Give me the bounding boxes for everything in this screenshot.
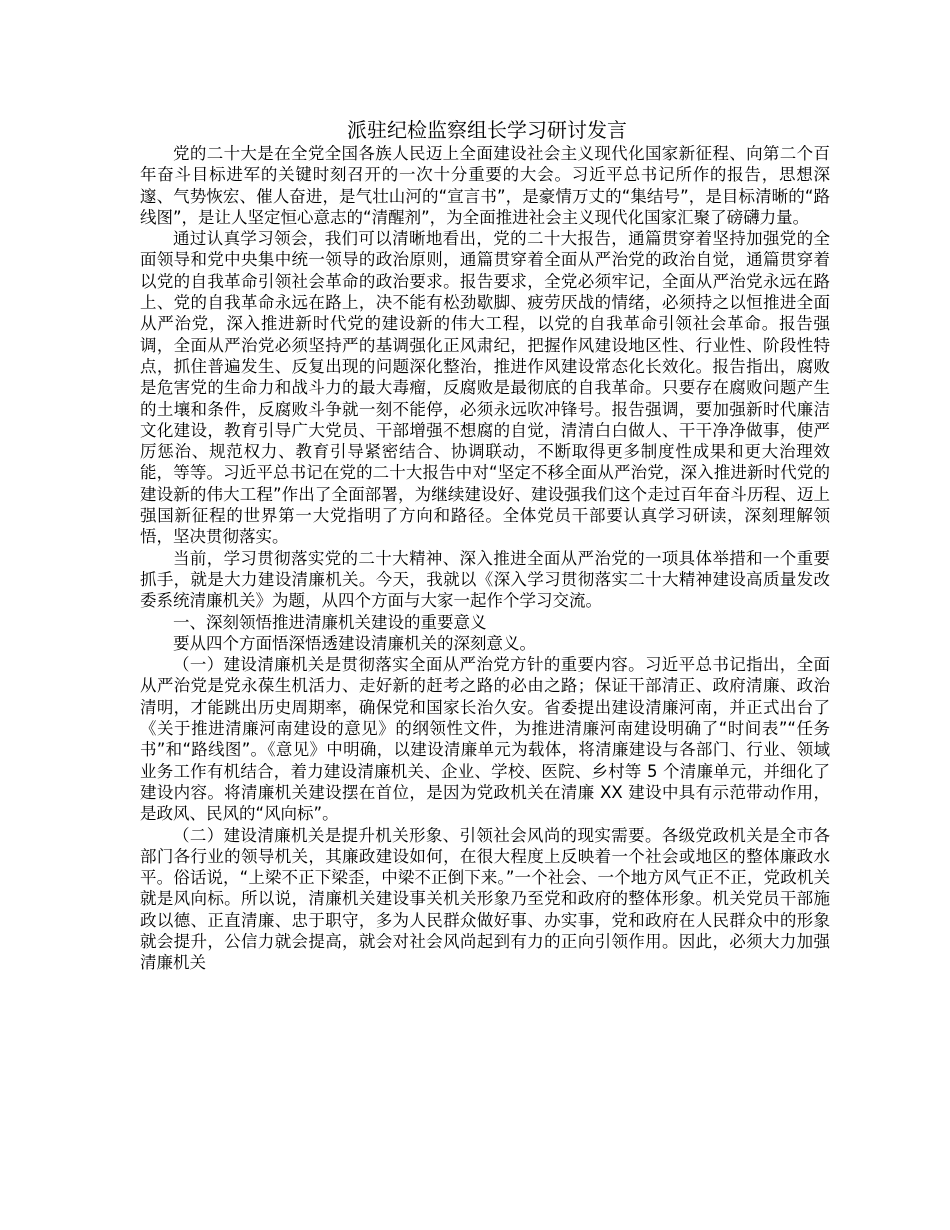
paragraph-report-summary: 通过认真学习领会，我们可以清晰地看出，党的二十大报告，通篇贯穿着坚持加强党的全面领导和党中央集中统一领导的政治原则，通篇贯穿着全面从严治党的政治自觉，通篇贯穿着以党的自我革命引领社会革命的政治要求。报告要求，全党必须牢记，全面从严治党永远在路上、党的自我革命永远在路上，决不能有松劲歇脚、疲劳厌战的情绪，必须持之以恒推进全面从严治党，深入推进新时代党的建设新的伟大工程，以党的自我革命引领社会革命。报告强调，全面从严治党必须坚持严的基调强化正风肃纪，把握作风建设地区性、行业性、阶段性特点，抓住普遍发生、反复出现的问题深化整治，推进作风建设常态化长效化。报告指出，腐败是危害党的生命力和战斗力的最大毒瘤，反腐败是最彻底的自我革命。只要存在腐败问题产生的土壤和条件，反腐败斗争就一刻不能停，必须永远吹冲锋号。报告强调，要加强新时代廉洁文化建设，教育引导广大党员、干部增强不想腐的自觉，清清白白做人、干干净净做事，使严厉惩治、规范权力、教育引导紧密结合、协调联动，不断取得更多制度性成果和更大治理效能，等等。习近平总书记在党的二十大报告中对“坚定不移全面从严治党，深入推进新时代党的建设新的伟大工程”作出了全面部署，为继续建设好、建设强我们这个走过百年奋斗历程、迈上强国新征程的世界第一大党指明了方向和路径。全体党员干部要认真学习研读，深刻理解领悟，坚决贯彻落实。 bbox=[140, 229, 830, 547]
paragraph-point-1: （一）建设清廉机关是贯彻落实全面从严治党方针的重要内容。习近平总书记指出，全面从严治党是党永葆生机活力、走好新的赶考之路的必由之路；保证干部清正、政府清廉、政治清明，才能跳出历史周期率，确保党和国家长治久安。省委提出建设清廉河南，并正式出台了《关于推进清廉河南建设的意见》的纲领性文件，为推进清廉河南建设明确了“时间表”“任务书”和“路线图”。《意见》中明确，以建设清廉单元为载体，将清廉建设与各部门、行业、领域业务工作有机结合，着力建设清廉机关、企业、学校、医院、乡村等 5 个清廉单元，并细化了建设内容。将清廉机关建设摆在首位，是因为党政机关在清廉 XX 建设中具有示范带动作用，是政风、民风的“风向标”。 bbox=[140, 655, 830, 824]
paragraph-four-aspects: 要从四个方面悟深悟透建设清廉机关的深刻意义。 bbox=[173, 633, 536, 653]
paragraph-point-2: （二）建设清廉机关是提升机关形象、引领社会风尚的现实需要。各级党政机关是全市各部门各行业的领导机关，其廉政建设如何，在很大程度上反映着一个社会或地区的整体廉政水平。俗话说，“上梁不正下梁歪，中梁不正倒下来。”一个社会、一个地方风气正不正，党政机关就是风向标。所以说，清廉机关建设事关机关形象乃至党和政府的整体形象。机关党员干部施政以德、正直清廉、忠于职守，多为人民群众做好事、办实事，党和政府在人民群众中的形象就会提升，公信力就会提高，就会对社会风尚起到有力的正向引领作用。因此，必须大力加强清廉机关 bbox=[140, 825, 830, 973]
document-page bbox=[140, 117, 830, 974]
document-title: 派驻纪检监察组长学习研讨发言 bbox=[347, 118, 627, 142]
paragraph-intro: 党的二十大是在全党全国各族人民迈上全面建设社会主义现代化国家新征程、向第二个百年奋斗目标进军的关键时刻召开的一次十分重要的大会。习近平总书记所作的报告，思想深邃、气势恢宏、催人奋进，是气壮山河的“宣言书”，是豪情万丈的“集结号”，是目标清晰的“路线图”，是让人坚定恒心意志的“清醒剂”，为全面推进社会主义现代化国家汇聚了磅礴力量。 bbox=[140, 144, 830, 227]
section-heading-1: 一、深刻领悟推进清廉机关建设的重要意义 bbox=[173, 612, 487, 632]
paragraph-current-task: 当前，学习贯彻落实党的二十大精神、深入推进全面从严治党的一项具体举措和一个重要抓手，就是大力建设清廉机关。今天，我就以《深入学习贯彻落实二十大精神建设高质量发改委系统清廉机关》为题，从四个方面与大家一起作个学习交流。 bbox=[140, 548, 830, 611]
